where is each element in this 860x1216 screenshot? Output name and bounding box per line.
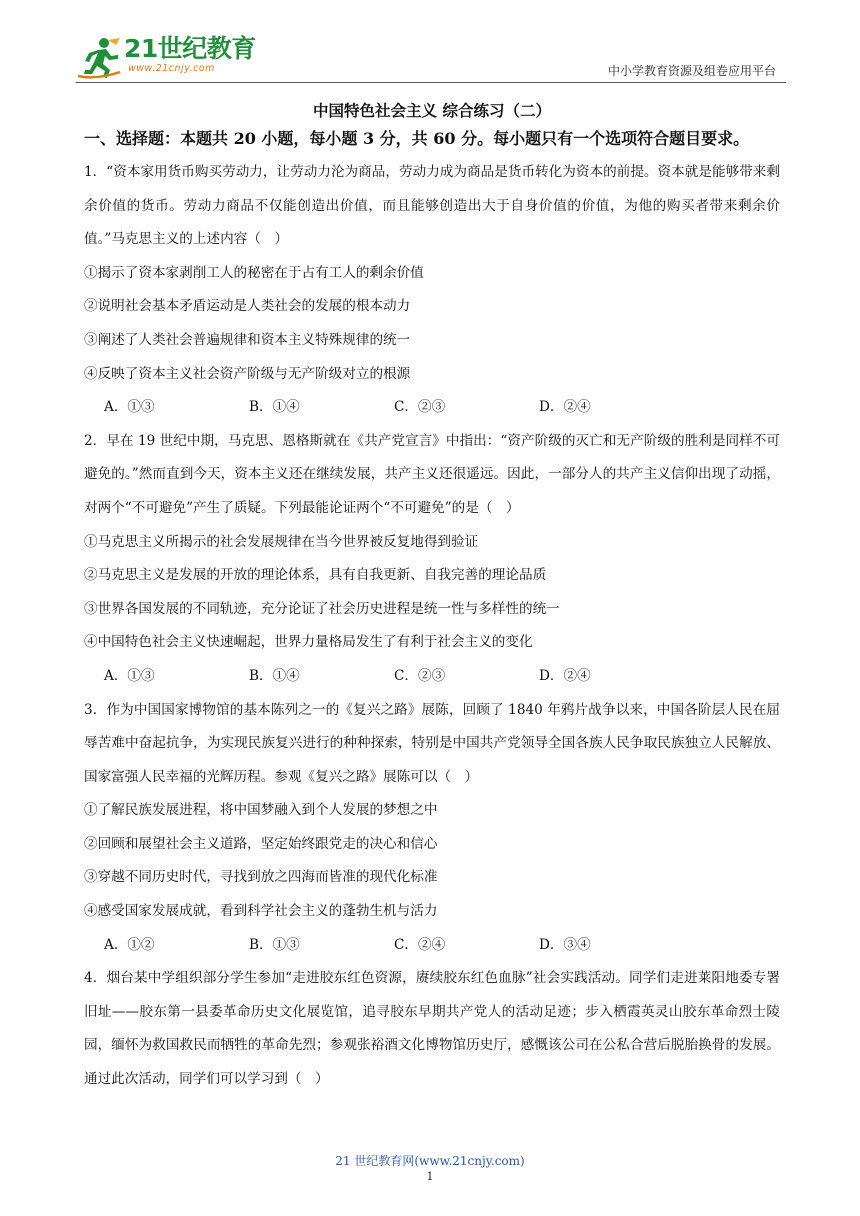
document-title: 中国特色社会主义 综合练习（二） xyxy=(313,101,551,120)
question-stem: 4．烟台某中学组织部分学生参加“走进胶东红色资源，赓续胶东红色血脉”社会实践活动。同学们走进莱阳地委专署旧址——胶东第一县委革命历史文化展览馆，追寻胶东早期共产党人的活动足迹；步入栖霞英灵山胶东革命烈士陵园，缅怀为救国救民而牺牲的革命先烈；参观张裕酒文化博物馆历史厅，感慨该公司在公私合营后脱胎换骨的发展。通过此次活动，同学们可以学习到（ ） xyxy=(84,970,780,1088)
choice-d: D．②④ xyxy=(539,399,591,416)
statement-option: ②马克思主义是发展的开放的理论体系，具有自我更新、自我完善的理论品质 xyxy=(84,567,547,584)
statement-option: ②说明社会基本矛盾运动是人类社会的发展的根本动力 xyxy=(84,298,411,315)
statement-option: ③阐述了人类社会普遍规律和资本主义特殊规律的统一 xyxy=(84,331,411,348)
choice-a: A．①③ xyxy=(104,399,155,416)
header-divider xyxy=(76,82,786,83)
choice-b: B．①④ xyxy=(249,399,300,416)
choice-a: A．①③ xyxy=(104,667,155,684)
statement-option: ②回顾和展望社会主义道路，坚定始终跟党走的决心和信心 xyxy=(84,835,438,852)
choice-c: C．②④ xyxy=(394,936,446,953)
document-body xyxy=(84,100,780,1097)
answer-choices xyxy=(84,391,780,425)
question-4 xyxy=(84,962,780,1096)
choice-b: B．①③ xyxy=(249,936,300,953)
statement-option: ③穿越不同历史时代，寻找到放之四海而皆准的现代化标准 xyxy=(84,869,438,886)
site-logo[interactable] xyxy=(76,34,256,80)
statement-option: ①揭示了资本家剥削工人的秘密在于占有工人的剩余价值 xyxy=(84,264,424,281)
statement-option: ①了解民族发展进程，将中国梦融入到个人发展的梦想之中 xyxy=(84,802,438,819)
section-heading: 一、选择题：本题共 20 小题，每小题 3 分，共 60 分。每小题只有一个选项符合题目要求。 xyxy=(84,129,750,148)
platform-name: 中小学教育资源及组卷应用平台 xyxy=(607,64,776,78)
question-1 xyxy=(84,156,780,425)
statement-option: ④反映了资本主义社会资产阶级与无产阶级对立的根源 xyxy=(84,365,411,382)
question-3 xyxy=(84,694,780,963)
choice-c: C．②③ xyxy=(394,667,446,684)
choice-a: A．①② xyxy=(104,936,155,953)
statement-option: ③世界各国发展的不同轨迹，充分论证了社会历史进程是统一性与多样性的统一 xyxy=(84,600,560,617)
question-2 xyxy=(84,425,780,694)
footer-site-link[interactable]: 21 世纪教育网(www.21cnjy.com) xyxy=(335,1154,525,1168)
statement-option: ④中国特色社会主义快速崛起，世界力量格局发生了有利于社会主义的变化 xyxy=(84,634,533,651)
question-stem: 1．“资本家用货币购买劳动力，让劳动力沦为商品，劳动力成为商品是货币转化为资本的前提。资本就是能够带来剩余价值的货币。劳动力商品不仅能创造出价值，而且能够创造出大于自身价值的价值，为他的购买者带来剩余价值。”马克思主义的上述内容（ ） xyxy=(84,164,780,248)
logo-text: 21世纪教育 xyxy=(124,34,256,63)
question-stem: 3．作为中国国家博物馆的基本陈列之一的《复兴之路》展陈，回顾了 1840 年鸦片战争以来，中国各阶层人民在屈辱苦难中奋起抗争，为实现民族复兴进行的种种探索，特别是中国共产党领导全国各族人民争取民族独立人民解放、国家富强人民幸福的光辉历程。参观《复兴之路》展陈可以（ ） xyxy=(84,701,780,785)
choice-b: B．①④ xyxy=(249,667,300,684)
statement-option: ①马克思主义所揭示的社会发展规律在当今世界被反复地得到验证 xyxy=(84,533,479,550)
question-stem: 2．早在 19 世纪中期，马克思、恩格斯就在《共产党宣言》中指出：“资产阶级的灭亡和无产阶级的胜利是同样不可避免的。”然而直到今天，资本主义还在继续发展，共产主义还很遥远。因此，一部分人的共产主义信仰出现了动摇，对两个“不可避免”产生了质疑。下列最能论证两个“不可避免”的是（ ） xyxy=(84,432,780,516)
runner-logo-icon xyxy=(76,36,122,80)
choice-d: D．③④ xyxy=(539,936,591,953)
choice-c: C．②③ xyxy=(394,399,446,416)
page-header xyxy=(76,34,786,84)
logo-url: www.21cnjy.com xyxy=(128,63,215,74)
answer-choices xyxy=(84,660,780,694)
answer-choices xyxy=(84,929,780,963)
statement-option: ④感受国家发展成就，看到科学社会主义的蓬勃生机与活力 xyxy=(84,903,438,920)
page-number: 1 xyxy=(426,1170,434,1183)
choice-d: D．②④ xyxy=(539,667,591,684)
